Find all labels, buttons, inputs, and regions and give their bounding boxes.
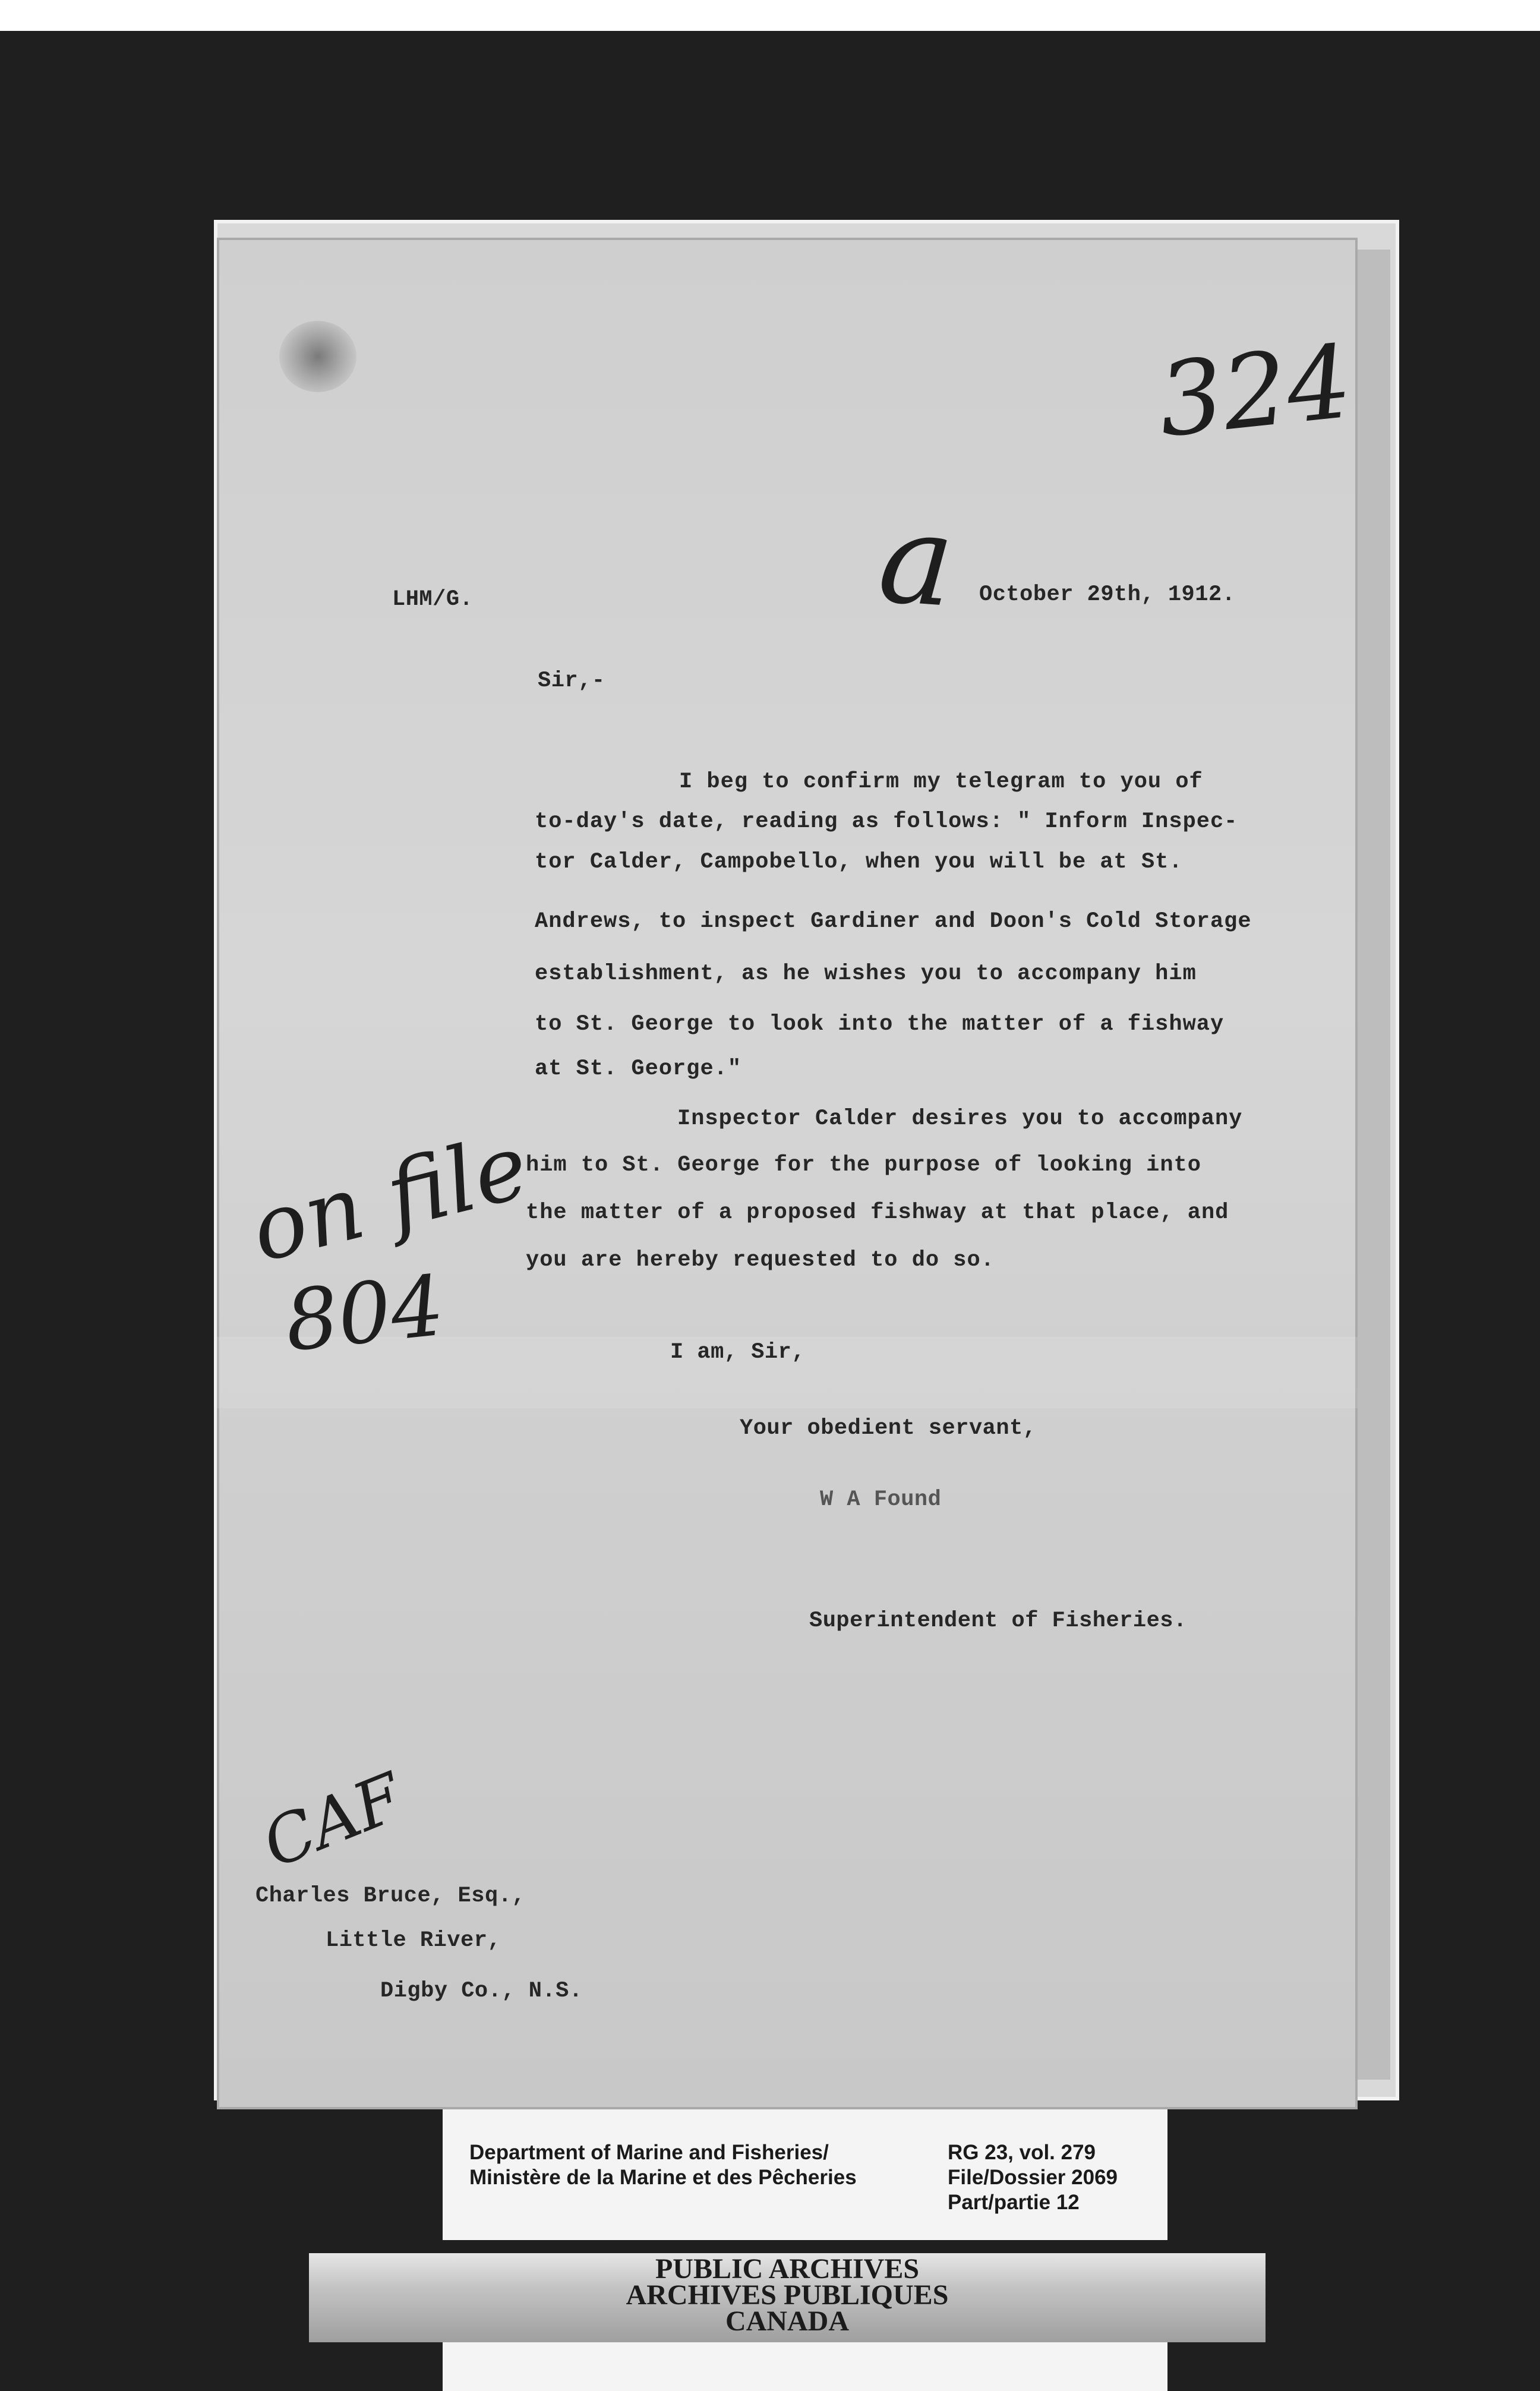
- body-line: to St. George to look into the matter of a fishway: [535, 1012, 1225, 1037]
- department-fr: Ministère de la Marine et des Pêcheries: [469, 2166, 857, 2189]
- closing: I am, Sir,: [670, 1340, 806, 1365]
- signature: W A Found: [820, 1487, 942, 1512]
- stamp-line-en: PUBLIC ARCHIVES: [655, 2253, 920, 2285]
- record-group: RG 23, vol. 279: [948, 2141, 1096, 2164]
- body-line: Andrews, to inspect Gardiner and Doon's Cold Storage: [535, 909, 1252, 934]
- reference-code: LHM/G.: [392, 587, 474, 612]
- stamp-line-country: CANADA: [725, 2305, 849, 2337]
- letter-date: October 29th, 1912.: [979, 582, 1236, 607]
- punch-hole: [279, 321, 356, 392]
- archive-label-department: [469, 2140, 857, 2190]
- signatory-title: Superintendent of Fisheries.: [809, 1608, 1187, 1633]
- closing-servant: Your obedient servant,: [740, 1416, 1037, 1441]
- recipient-county: Digby Co., N.S.: [380, 1979, 583, 2004]
- salutation: Sir,-: [538, 668, 605, 693]
- body-line: establishment, as he wishes you to accompany him: [535, 961, 1197, 986]
- archive-label-reference: [948, 2140, 1118, 2215]
- handwritten-mark: a: [874, 484, 959, 636]
- recipient-town: Little River,: [326, 1928, 501, 1953]
- stamp-line-fr: ARCHIVES PUBLIQUES: [626, 2279, 949, 2311]
- body-line: to-day's date, reading as follows: " Inform Inspec-: [535, 809, 1238, 834]
- folio-number: 324: [1153, 323, 1357, 460]
- recipient-name: Charles Bruce, Esq.,: [255, 1884, 526, 1909]
- archives-stamp-base: [443, 2342, 1167, 2391]
- part-number: Part/partie 12: [948, 2191, 1080, 2214]
- archives-stamp: [309, 2253, 1266, 2337]
- file-number: File/Dossier 2069: [948, 2166, 1118, 2189]
- department-en: Department of Marine and Fisheries/: [469, 2141, 829, 2164]
- marginal-note-number: 804: [280, 1257, 449, 1371]
- marginal-note: on file: [241, 1114, 538, 1283]
- initials: CAF: [252, 1758, 414, 1883]
- body-line: Inspector Calder desires you to accompany: [677, 1106, 1243, 1131]
- body-line: at St. George.": [535, 1056, 742, 1081]
- body-line: tor Calder, Campobello, when you will be at St.: [535, 850, 1183, 875]
- body-line: I beg to confirm my telegram to you of: [679, 769, 1203, 794]
- body-line: you are hereby requested to do so.: [526, 1248, 995, 1273]
- body-line: him to St. George for the purpose of looking into: [526, 1153, 1201, 1178]
- body-line: the matter of a proposed fishway at that place, and: [526, 1200, 1229, 1225]
- top-border: [0, 0, 1540, 31]
